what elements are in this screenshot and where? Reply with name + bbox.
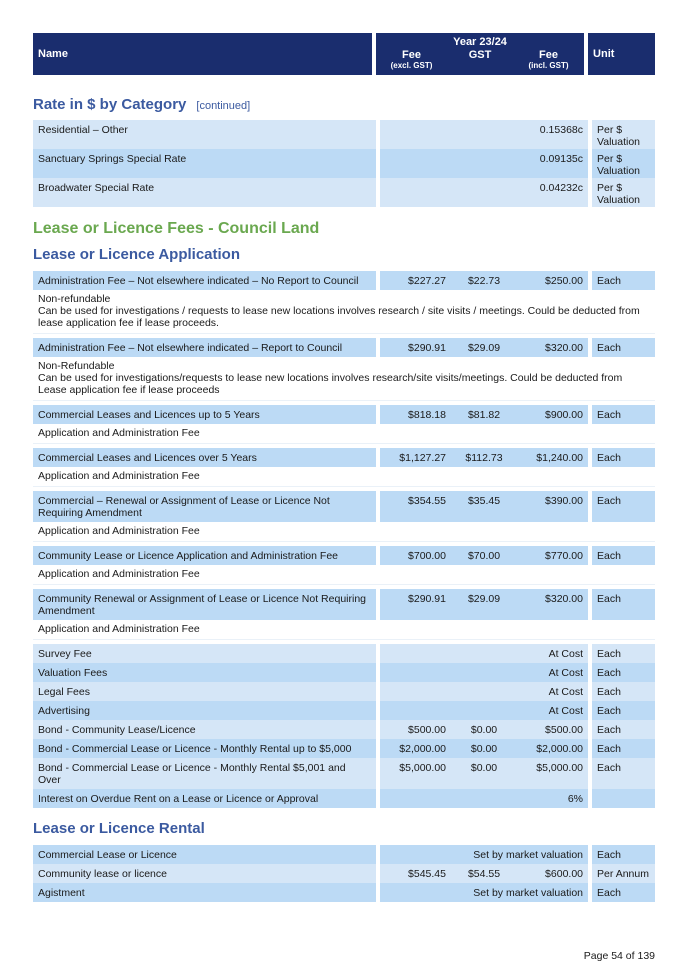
- gst-amount: $29.09: [451, 338, 517, 357]
- table-row: [33, 338, 655, 357]
- note-row: [33, 290, 655, 334]
- fee-incl-gst: $320.00: [517, 589, 588, 620]
- item-unit: Each: [592, 682, 655, 701]
- table-row: [33, 448, 655, 467]
- item-name: Bond - Commercial Lease or Licence - Monthly Rental up to $5,000: [33, 739, 376, 758]
- gst-amount: $54.55: [451, 864, 517, 883]
- rate-value: 0.09135c: [380, 149, 588, 178]
- item-name: Bond - Commercial Lease or Licence - Monthly Rental $5,001 and Over: [33, 758, 376, 789]
- item-unit: Each: [592, 845, 655, 864]
- fee-incl-gst: $5,000.00: [517, 758, 588, 789]
- item-name: Commercial Lease or Licence: [33, 845, 376, 864]
- table-row: [33, 864, 655, 883]
- table-row: [33, 178, 655, 207]
- span-value: At Cost: [380, 682, 588, 701]
- table-row: [33, 120, 655, 149]
- note-row: [33, 467, 655, 487]
- header-unit: Unit: [584, 33, 655, 75]
- item-unit: Each: [592, 589, 655, 620]
- item-note: Application and Administration Fee: [33, 424, 655, 444]
- header-year: Year 23/24: [376, 33, 584, 49]
- lease-application-table: [33, 271, 655, 808]
- rate-value: 0.15368c: [380, 120, 588, 149]
- item-name: Legal Fees: [33, 682, 376, 701]
- gst-amount: $35.45: [451, 491, 517, 522]
- fee-incl-gst: $900.00: [517, 405, 588, 424]
- lease-rental-table: [33, 845, 655, 902]
- fee-excl-gst: $1,127.27: [380, 448, 451, 467]
- item-unit: Each: [592, 739, 655, 758]
- continued-label: [continued]: [196, 100, 251, 112]
- lease-section-title: Lease or Licence Fees - Council Land: [33, 220, 320, 237]
- rental-subtitle: Lease or Licence Rental: [33, 820, 205, 837]
- note-row: [33, 620, 655, 640]
- column-header: [33, 33, 655, 75]
- table-row: [33, 789, 655, 808]
- header-name: Name: [33, 33, 376, 75]
- item-name: Valuation Fees: [33, 663, 376, 682]
- gst-amount: $29.09: [451, 589, 517, 620]
- note-row: [33, 357, 655, 401]
- item-name: Bond - Community Lease/Licence: [33, 720, 376, 739]
- fee-excl-gst: $354.55: [380, 491, 451, 522]
- item-name: Administration Fee – Not elsewhere indicated – No Report to Council: [33, 271, 376, 290]
- table-row: [33, 701, 655, 720]
- span-value: Set by market valuation: [380, 883, 588, 902]
- item-unit: Each: [592, 663, 655, 682]
- gst-amount: $22.73: [451, 271, 517, 290]
- item-unit: Each: [592, 271, 655, 290]
- gst-amount: $112.73: [451, 448, 517, 467]
- table-row: [33, 589, 655, 620]
- header-fee-excl: Fee (excl. GST): [376, 49, 447, 75]
- note-row: [33, 522, 655, 542]
- fee-excl-gst: $5,000.00: [380, 758, 451, 789]
- item-name: Commercial Leases and Licences up to 5 Years: [33, 405, 376, 424]
- item-unit: Each: [592, 701, 655, 720]
- gst-amount: $70.00: [451, 546, 517, 565]
- note-row: [33, 424, 655, 444]
- item-unit: Each: [592, 758, 655, 789]
- item-name: Administration Fee – Not elsewhere indicated – Report to Council: [33, 338, 376, 357]
- span-value: At Cost: [380, 701, 588, 720]
- item-unit: Each: [592, 448, 655, 467]
- item-name: Community Renewal or Assignment of Lease or Licence Not Requiring Amendment: [33, 589, 376, 620]
- item-unit: Each: [592, 883, 655, 902]
- item-unit: [592, 789, 655, 808]
- item-name: Agistment: [33, 883, 376, 902]
- table-row: [33, 739, 655, 758]
- gst-amount: $0.00: [451, 739, 517, 758]
- item-note: Application and Administration Fee: [33, 467, 655, 487]
- item-unit: Each: [592, 405, 655, 424]
- fee-excl-gst: $545.45: [380, 864, 451, 883]
- item-name: Residential – Other: [33, 120, 376, 149]
- fee-incl-gst: $1,240.00: [517, 448, 588, 467]
- table-row: [33, 845, 655, 864]
- table-row: [33, 720, 655, 739]
- gst-amount: $0.00: [451, 758, 517, 789]
- note-row: [33, 565, 655, 585]
- table-row: [33, 491, 655, 522]
- table-row: [33, 405, 655, 424]
- fee-incl-gst: $250.00: [517, 271, 588, 290]
- item-name: Community lease or licence: [33, 864, 376, 883]
- item-note: Non-Refundable Can be used for investigations/requests to lease new locations involves research/site visits/meetings. Could be deducted from Lease application fee if lease proceeds: [33, 357, 655, 401]
- item-note: Application and Administration Fee: [33, 620, 655, 640]
- application-subtitle: Lease or Licence Application: [33, 246, 241, 263]
- table-row: [33, 663, 655, 682]
- item-name: Interest on Overdue Rent on a Lease or Licence or Approval: [33, 789, 376, 808]
- header-fee-incl: Fee (incl. GST): [513, 49, 584, 75]
- item-name: Community Lease or Licence Application and Administration Fee: [33, 546, 376, 565]
- item-unit: Per $ Valuation: [592, 178, 655, 207]
- fee-excl-gst: $700.00: [380, 546, 451, 565]
- span-value: At Cost: [380, 644, 588, 663]
- header-gst: GST: [447, 49, 513, 75]
- span-value: Set by market valuation: [380, 845, 588, 864]
- gst-amount: $81.82: [451, 405, 517, 424]
- item-unit: Per $ Valuation: [592, 120, 655, 149]
- item-note: Application and Administration Fee: [33, 522, 655, 542]
- table-row: [33, 682, 655, 701]
- fee-incl-gst: $390.00: [517, 491, 588, 522]
- fee-incl-gst: $320.00: [517, 338, 588, 357]
- item-note: Non-refundable Can be used for investigations / requests to lease new locations involves research / site visits / meetings. Could be deducted from lease application fee if lease proceeds.: [33, 290, 655, 334]
- span-value: At Cost: [380, 663, 588, 682]
- table-row: [33, 758, 655, 789]
- item-name: Broadwater Special Rate: [33, 178, 376, 207]
- fee-incl-gst: $2,000.00: [517, 739, 588, 758]
- item-name: Advertising: [33, 701, 376, 720]
- fee-excl-gst: $290.91: [380, 589, 451, 620]
- item-unit: Per $ Valuation: [592, 149, 655, 178]
- item-unit: Each: [592, 546, 655, 565]
- span-value: 6%: [380, 789, 588, 808]
- page-number: Page 54 of 139: [583, 950, 655, 962]
- fee-incl-gst: $770.00: [517, 546, 588, 565]
- table-row: [33, 149, 655, 178]
- table-row: [33, 883, 655, 902]
- rate-section-title: Rate in $ by Category [continued]: [33, 96, 251, 113]
- fee-excl-gst: $500.00: [380, 720, 451, 739]
- item-unit: Per Annum: [592, 864, 655, 883]
- fee-excl-gst: $818.18: [380, 405, 451, 424]
- item-unit: Each: [592, 491, 655, 522]
- fee-schedule-page: [33, 33, 655, 902]
- rate-value: 0.04232c: [380, 178, 588, 207]
- fee-incl-gst: $600.00: [517, 864, 588, 883]
- table-row: [33, 271, 655, 290]
- item-name: Sanctuary Springs Special Rate: [33, 149, 376, 178]
- item-note: Application and Administration Fee: [33, 565, 655, 585]
- gst-amount: $0.00: [451, 720, 517, 739]
- item-unit: Each: [592, 338, 655, 357]
- fee-excl-gst: $227.27: [380, 271, 451, 290]
- fee-excl-gst: $2,000.00: [380, 739, 451, 758]
- item-unit: Each: [592, 644, 655, 663]
- item-unit: Each: [592, 720, 655, 739]
- table-row: [33, 644, 655, 663]
- fee-incl-gst: $500.00: [517, 720, 588, 739]
- rate-table: [33, 120, 655, 207]
- item-name: Commercial – Renewal or Assignment of Lease or Licence Not Requiring Amendment: [33, 491, 376, 522]
- item-name: Survey Fee: [33, 644, 376, 663]
- fee-excl-gst: $290.91: [380, 338, 451, 357]
- table-row: [33, 546, 655, 565]
- item-name: Commercial Leases and Licences over 5 Years: [33, 448, 376, 467]
